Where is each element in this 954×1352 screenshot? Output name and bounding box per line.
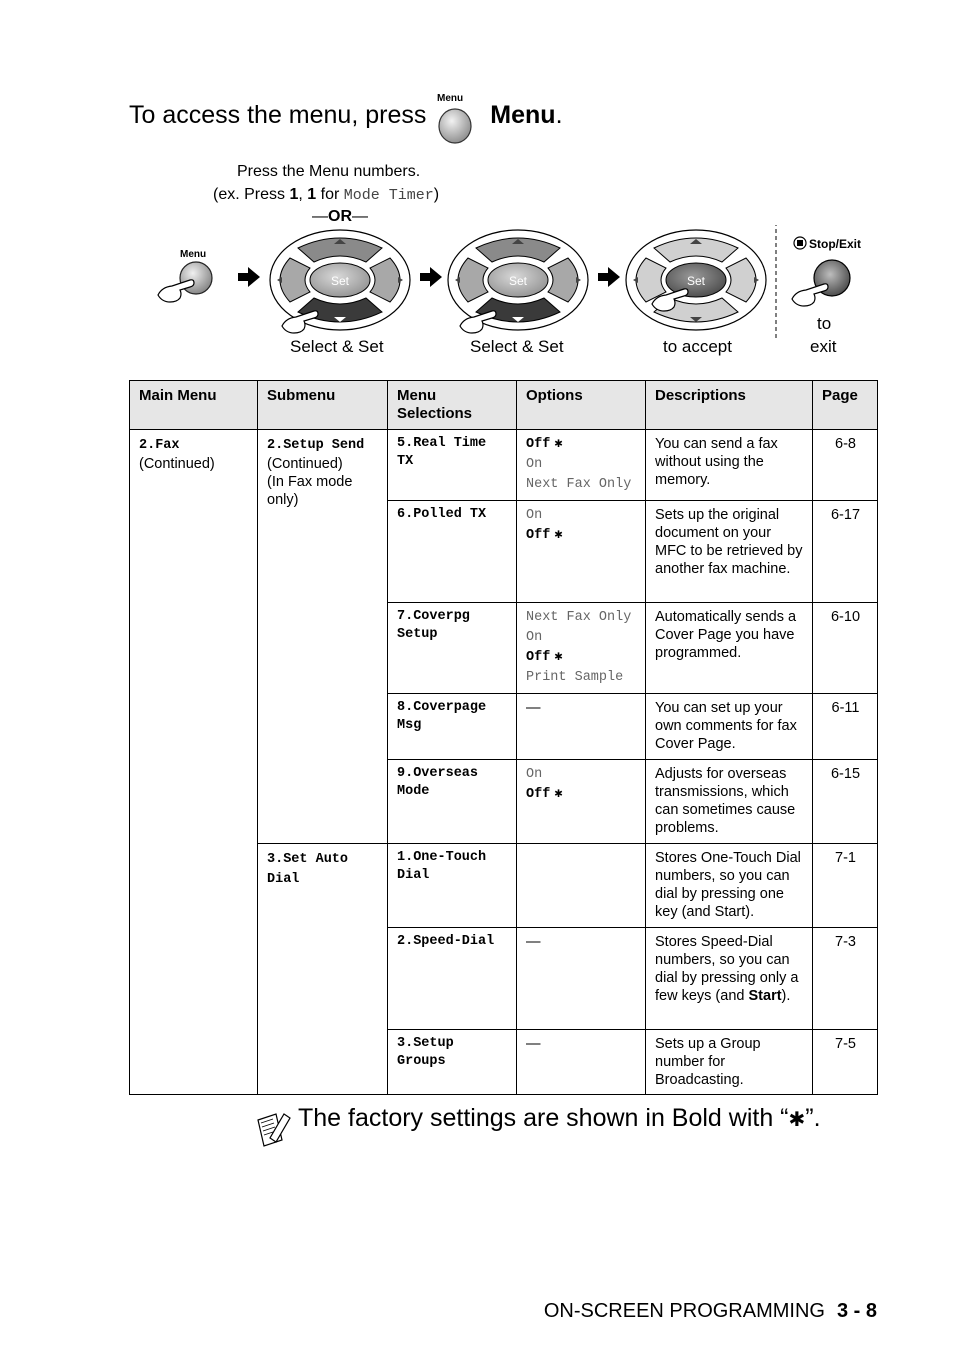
header-main-menu: Main Menu (130, 381, 258, 430)
asterisk-icon: ✱ (788, 1109, 806, 1131)
options-cell: — (517, 928, 646, 1030)
navigation-pad-1 (270, 230, 410, 333)
options-cell (517, 603, 646, 694)
header-descriptions: Descriptions (646, 381, 813, 430)
header-page: Page (813, 381, 878, 430)
asterisk-icon: ✱ (554, 437, 563, 452)
selection-cell: 1.One-Touch Dial (388, 844, 517, 928)
description-cell: Stores One-Touch Dial numbers, so you can dial by pressing one key (and Start). (646, 844, 813, 928)
table-row (130, 430, 878, 501)
caption-select-set-2: Select & Set (470, 337, 564, 356)
main-menu-cell: 2.Fax (Continued) (130, 430, 258, 1095)
page-cell: 7-3 (813, 928, 878, 1030)
note-icon (254, 1110, 294, 1150)
options-cell: — (517, 694, 646, 760)
header-options: Options (517, 381, 646, 430)
menu-button-label: Menu (437, 93, 464, 104)
set-key-label: Set (330, 274, 350, 288)
header-menu-selections: Menu Selections (388, 381, 517, 430)
option-value: On (526, 508, 543, 523)
option-value: Next Fax Only (526, 610, 632, 625)
option-value: On (526, 767, 543, 782)
page-cell: 6-15 (813, 760, 878, 844)
arrow-right-icon (238, 267, 260, 287)
menu-key-icon (180, 262, 212, 294)
or-divider: —OR— (312, 208, 368, 225)
page-cell: 6-10 (813, 603, 878, 694)
header-submenu: Submenu (258, 381, 388, 430)
description-cell: Sets up the original document on your MFC to be retrieved by another fax machine. (646, 501, 813, 603)
navigation-pad-3 (626, 230, 766, 330)
selection-cell: 6.Polled TX (388, 501, 517, 603)
asterisk-icon: ✱ (554, 787, 563, 802)
option-value: Print Sample (526, 670, 624, 685)
description-cell: Sets up a Group number for Broadcasting. (646, 1030, 813, 1095)
selection-cell: 8.Coverpage Msg (388, 694, 517, 760)
options-cell (517, 501, 646, 603)
page-cell: 6-8 (813, 430, 878, 501)
set-key-label: Set (686, 274, 706, 288)
asterisk-icon: ✱ (554, 528, 563, 543)
option-value: Next Fax Only (526, 477, 632, 492)
description-cell: Adjusts for overseas transmissions, which can sometimes cause problems. (646, 760, 813, 844)
submenu-cell-setup-send: 2.Setup Send (Continued) (In Fax mode only) (258, 430, 388, 844)
page-cell: 7-5 (813, 1030, 878, 1095)
navigation-pad-2 (448, 230, 588, 333)
option-value: On (526, 457, 543, 472)
instruction-line-1: Press the Menu numbers. (237, 163, 421, 180)
selection-cell: 2.Speed-Dial (388, 928, 517, 1030)
caption-select-set-1: Select & Set (290, 337, 384, 356)
option-value: Off ✱ (526, 785, 637, 805)
navigation-diagram (150, 225, 880, 340)
description-cell: You can send a fax without using the memory. (646, 430, 813, 501)
arrow-right-icon (420, 267, 442, 287)
selection-cell: 7.Coverpg Setup (388, 603, 517, 694)
page-cell: 6-11 (813, 694, 878, 760)
selection-cell: 9.Overseas Mode (388, 760, 517, 844)
option-value: Off ✱ (526, 648, 637, 668)
asterisk-icon: ✱ (554, 650, 563, 665)
stop-exit-key (792, 237, 861, 306)
description-cell: Automatically sends a Cover Page you have programmed. (646, 603, 813, 694)
options-cell: — (517, 1030, 646, 1095)
options-cell (517, 760, 646, 844)
arrow-right-icon (598, 267, 620, 287)
page-title: To access the menu, press Menu. (129, 101, 563, 129)
instruction-line-2: (ex. Press 1, 1 for Mode Timer) (213, 186, 440, 204)
description-cell: Stores Speed-Dial numbers, so you can dial by pressing only a few keys (and Start). (646, 928, 813, 1030)
table-header-row (130, 381, 878, 430)
submenu-cell-set-auto-dial: 3.Set Auto Dial (258, 844, 388, 1095)
set-key-label: Set (508, 274, 528, 288)
pointing-hand-icon (792, 284, 828, 306)
caption-exit: exit (810, 337, 837, 356)
caption-to: to (817, 314, 832, 333)
caption-to-accept: to accept (663, 337, 732, 356)
selection-cell: 5.Real Time TX (388, 430, 517, 501)
option-value: On (526, 630, 543, 645)
page-cell: 6-17 (813, 501, 878, 603)
page-footer: ON-SCREEN PROGRAMMING 3 - 8 (543, 1300, 877, 1322)
selection-cell: 3.Setup Groups (388, 1030, 517, 1095)
option-value: Off ✱ (526, 526, 637, 546)
factory-settings-note: The factory settings are shown in Bold with “✱”. (298, 1104, 821, 1132)
options-cell (517, 844, 646, 928)
option-value: Off ✱ (526, 435, 637, 455)
options-cell (517, 430, 646, 501)
page-cell: 7-1 (813, 844, 878, 928)
menu-word: Menu (490, 101, 556, 129)
menu-button-icon (437, 106, 473, 144)
stop-exit-label: Stop/Exit (809, 237, 862, 251)
description-cell: You can set up your own comments for fax Cover Page. (646, 694, 813, 760)
menu-table (129, 380, 878, 1095)
menu-key-label: Menu (180, 249, 207, 260)
